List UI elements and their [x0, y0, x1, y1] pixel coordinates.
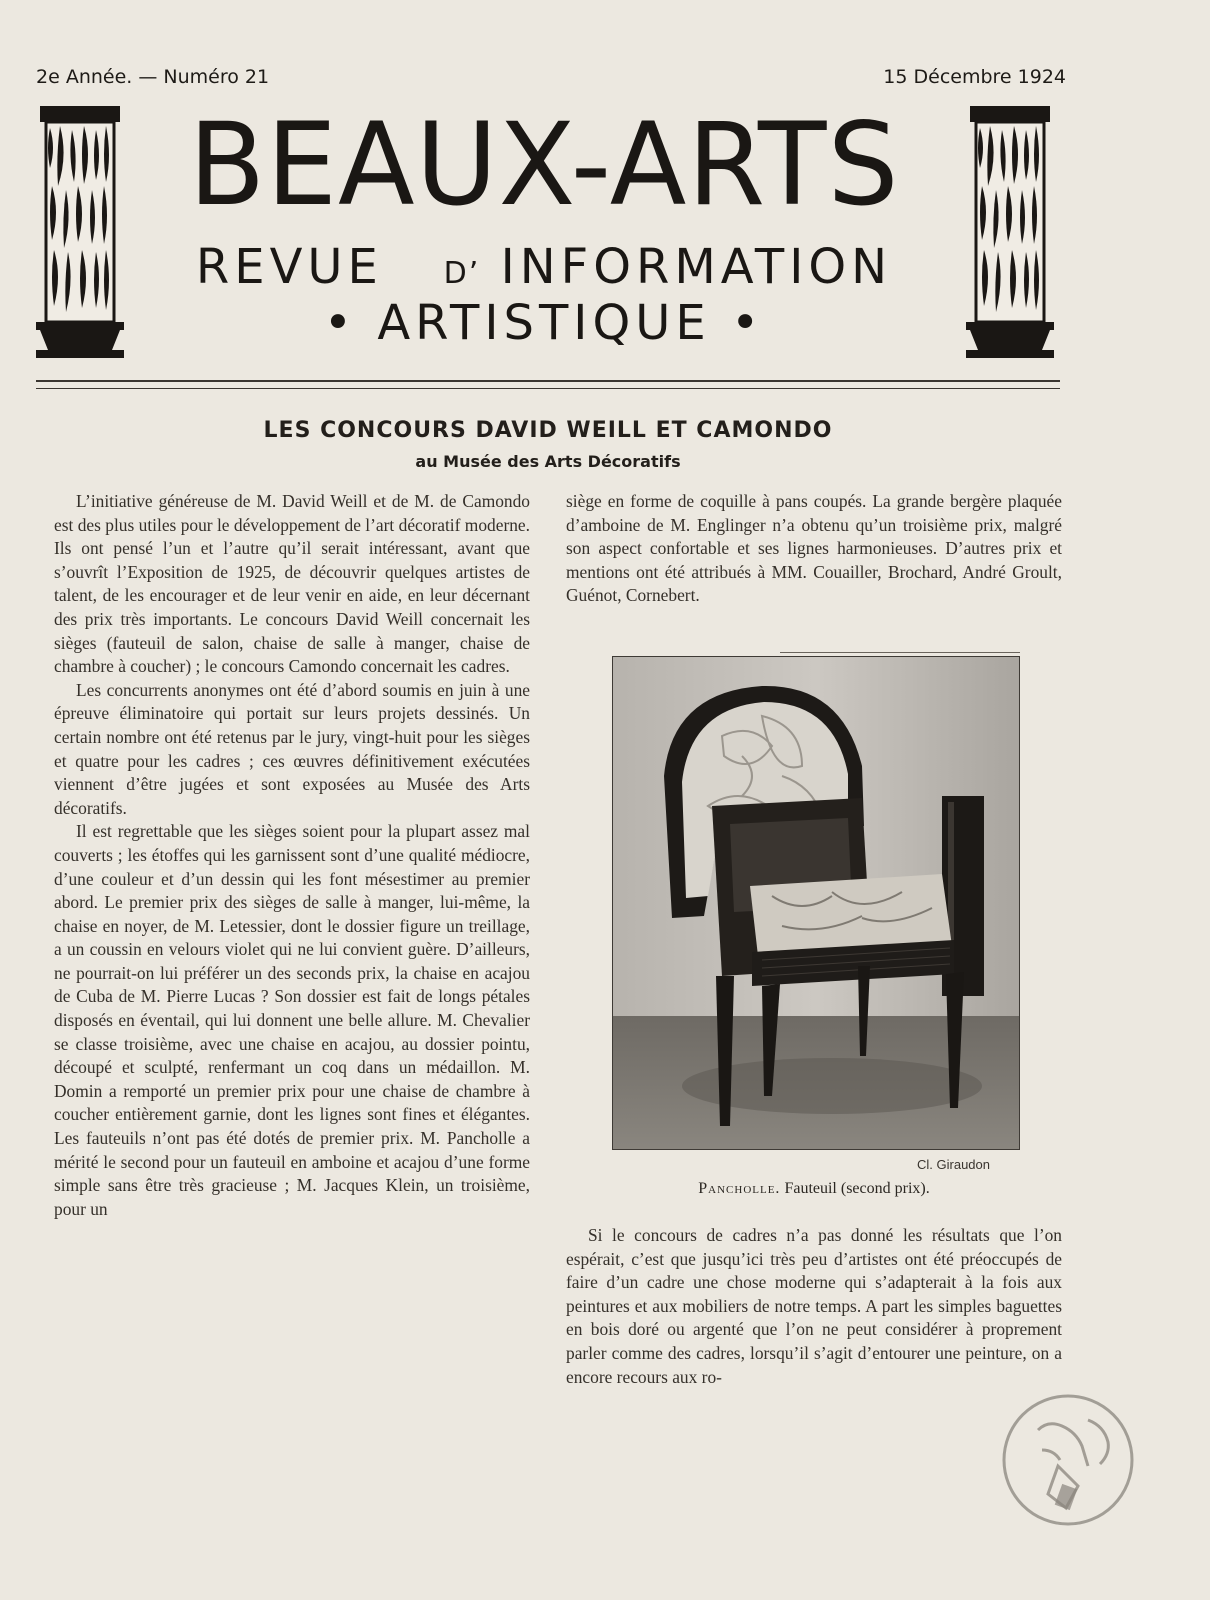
- masthead-subtitle-information: INFORMATION: [500, 239, 893, 295]
- photo-caption-text: Fauteuil (second prix).: [780, 1180, 930, 1197]
- article-left-column: [54, 490, 530, 1221]
- issue-line: [36, 66, 1066, 88]
- article-paragraph: Si le concours de cadres n’a pas donné les résultats que l’on espérait, c’est que jusqu’ici très peu d’artistes ont été préoccupés de faire d’un cadre une chose moderne qui s’adapterait à la fois aux peintures et aux mobiliers de notre temps. A part les simples baguettes en bois doré ou argenté que l’on ne peut considérer à proprement parler comme des cadres, lorsqu’il s’agit d’entourer une peinture, on a encore recours aux ro-: [566, 1225, 1062, 1387]
- article-title: LES CONCOURS DAVID WEILL ET CAMONDO: [263, 418, 833, 443]
- photo-caption-name: Pancholle.: [698, 1180, 781, 1197]
- right-ornament-pillar-icon: [966, 106, 1054, 358]
- masthead-subtitle-revue: REVUE: [195, 239, 383, 295]
- masthead-subtitle-artistique: • ARTISTIQUE •: [323, 295, 765, 351]
- left-ornament-pillar-icon: [36, 106, 124, 358]
- masthead-subtitle: [124, 240, 964, 301]
- masthead-title: BEAUX-ARTS: [188, 98, 900, 232]
- article-paragraph: Les concurrents anonymes ont été d’abord soumis en juin à une épreuve éliminatoire qui portait sur leurs projets dessinés. Un certain nombre ont été retenus par le jury, vingt-huit pour les sièges et quatre pour les cadres ; ces œuvres définitivement exécutées viennent d’être jugées et sont exposées au Musée des Arts décoratifs.: [54, 679, 530, 818]
- article-paragraph: Il est regrettable que les sièges soient pour la plupart assez mal couverts ; les étoffes qui les garnissent sont d’une qualité médiocre, d’une couleur et d’un dessin qui les font mésestimer au premier abord. Le premier prix des sièges de salle à manger, lui-même, la chaise en noyer, de M. Letessier, dont le dossier figure un treillage, a un coussin en velours violet qui ne lui convient guère. D’ailleurs, ne pourrait-on lui préférer un des seconds prix, la chaise en acajou de Cuba de M. Pierre Lucas ? Son dossier est fait de longs pétales disposés en éventail, qui lui donnent une belle allure. M. Chevalier se classe troisième, avec une chaise en acajou, au dossier pointu, découpé et sculpté, renfermant un coq dans un médaillon. M. Domin a remporté un premier prix pour une chaise de chambre à coucher entièrement garnie, dont les lignes sont fines et élégantes. Les fauteuils n’ont pas été dotés de premier prix. M. Pancholle a mérité le second pour un fauteuil en amboine et acajou d’une forme simple sans être très gracieuse ; M. Jacques Klein, un troisième, pour un: [54, 821, 530, 1219]
- masthead-subtitle-d: D’: [443, 256, 481, 291]
- photo-credit: Cl. Giraudon: [917, 1157, 990, 1172]
- armchair-image: [612, 656, 1020, 1150]
- masthead-rule: [36, 380, 1060, 382]
- photo-top-rule: [780, 652, 1020, 653]
- article-paragraph: siège en forme de coquille à pans coupés. La grande bergère plaquée d’amboine de M. Englinger n’a obtenu qu’un troisième prix, malgré son aspect confortable et ses lignes harmonieuses. D’autres prix et mentions ont été attribués à MM. Couailler, Brochard, André Groult, Guénot, Cornebert.: [566, 491, 1062, 606]
- armchair-photo: [612, 656, 1020, 1150]
- article-right-column-top: [566, 490, 1062, 608]
- article-right-column-bottom: [566, 1224, 1062, 1389]
- library-stamp-icon: [998, 1390, 1138, 1530]
- article-paragraph: L’initiative généreuse de M. David Weill et de M. de Camondo est des plus utiles pour le développement de l’art décoratif moderne. Ils ont pensé l’un et l’autre qu’il serait intéressant, avant que s’ouvrît l’Exposition de 1925, de découvrir quelques artistes de talent, de les encourager et de leur venir en aide, en leur décernant des prix très importants. Le concours David Weill concernait les sièges (fauteuil de salon, chaise de salle à manger, chaise de chambre à coucher) ; le concours Camondo concernait les cadres.: [54, 491, 530, 677]
- issue-date: 15 Décembre 1924: [883, 66, 1066, 88]
- issue-number: 2e Année. — Numéro 21: [36, 66, 270, 88]
- photo-caption: [566, 1180, 1062, 1198]
- masthead-rule-thin: [36, 388, 1060, 389]
- article-subtitle: au Musée des Arts Décoratifs: [415, 452, 681, 471]
